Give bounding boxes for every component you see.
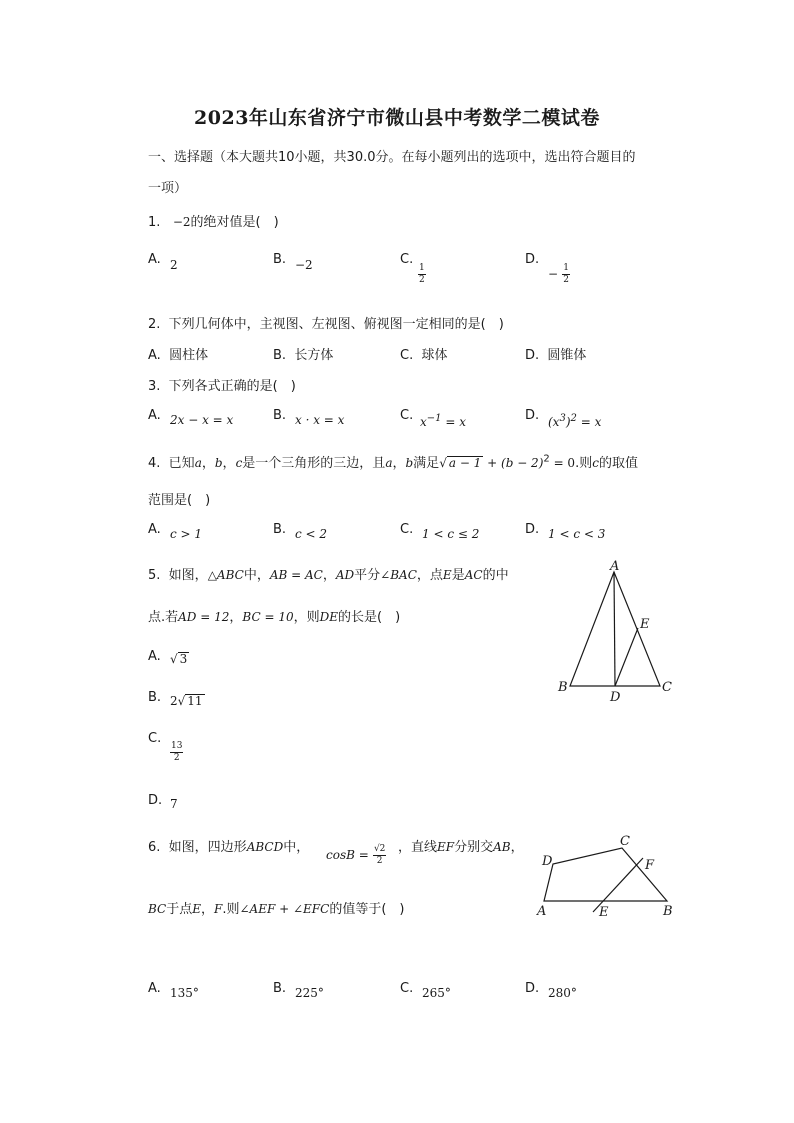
option-b[interactable]: B.	[148, 690, 162, 705]
option-b-value: 225°	[295, 986, 324, 1000]
option-c-value	[418, 264, 426, 285]
option-c-value: 265°	[422, 986, 451, 1000]
option-letter: D.	[525, 252, 540, 267]
option-c-value: $x^{-1} = x$	[420, 413, 466, 429]
triangle-figure	[550, 560, 680, 710]
cosine-expression: cosB = $\frac{√2}{2}$	[326, 844, 386, 866]
option-d[interactable]	[525, 252, 539, 267]
question-number: 4.	[148, 456, 161, 471]
question-number: 1.	[148, 215, 161, 230]
option-d[interactable]: D.	[525, 522, 540, 537]
option-letter: C.	[400, 252, 414, 267]
option-a[interactable]: A.	[148, 649, 161, 664]
section-heading-line1: 一、选择题（本大题共10小题，共30.0分。在每小题列出的选项中，选出符合题目的	[148, 150, 636, 165]
option-a-value: 2	[170, 258, 178, 272]
vertex-label-d: D	[542, 854, 553, 869]
point-label-e: E	[599, 905, 609, 920]
option-letter: B.	[273, 252, 287, 267]
option-d[interactable]: D.	[525, 408, 540, 423]
option-b[interactable]: B.	[273, 408, 287, 423]
line-ef	[593, 858, 643, 912]
option-c[interactable]: C.	[400, 981, 414, 996]
point-label-f: F	[645, 858, 655, 873]
question-5-stem-line2: 点.若AD = 12，BC = 10，则DE的长是( )	[148, 610, 401, 625]
option-value: 圆柱体	[169, 348, 209, 363]
option-value: 球体	[421, 348, 448, 363]
question-5-stem-line1: 5. 如图，△ABC中，AB = AC，AD平分∠BAC，点E是AC的中	[148, 568, 509, 583]
question-text: 下列几何体中，主视图、左视图、俯视图一定相同的是( )	[168, 317, 504, 332]
question-number: 5.	[148, 568, 161, 583]
question-text: 下列各式正确的是( )	[168, 379, 296, 394]
option-b-value: −2	[295, 258, 313, 272]
option-b-value: x · x = x	[295, 413, 345, 427]
option-b[interactable]: B.	[273, 522, 287, 537]
quadrilateral-figure	[535, 828, 685, 920]
option-d-value: 1 < c < 3	[548, 527, 606, 541]
fraction: $\frac{1}{2}$	[563, 263, 569, 285]
page-title: 2023年山东省济宁市微山县中考数学二模试卷	[194, 107, 600, 129]
option-b[interactable]	[273, 252, 286, 267]
question-3-stem	[148, 375, 296, 394]
question-number: 6.	[148, 840, 161, 855]
question-6-stem-line1: 6. 如图，四边形ABCD中，	[148, 840, 310, 855]
option-d-value: 7	[170, 797, 178, 811]
option-c[interactable]: C.	[400, 408, 414, 423]
option-a-value: 2x − x = x	[170, 413, 234, 427]
option-a-value: 135°	[170, 986, 199, 1000]
option-a-value: √ 3	[170, 652, 188, 666]
question-text: 的绝对值是( )	[190, 215, 279, 230]
option-d[interactable]: D. 圆锥体	[525, 348, 587, 363]
option-b[interactable]: B.	[273, 981, 287, 996]
option-b-value: c < 2	[295, 527, 328, 541]
question-number: 2.	[148, 317, 161, 332]
option-c[interactable]: C.	[400, 522, 414, 537]
question-6-stem-line2: BC于点E，F.则∠AEF + ∠EFC的值等于( )	[148, 902, 405, 917]
vertex-label-b: B	[558, 680, 568, 695]
question-1-stem	[148, 211, 279, 230]
option-b[interactable]: B. 长方体	[273, 348, 334, 363]
option-a[interactable]: A.	[148, 981, 161, 996]
fraction: $\frac{13}{2}$	[171, 741, 183, 763]
option-a[interactable]: A.	[148, 522, 161, 537]
option-a[interactable]: A.	[148, 408, 161, 423]
vertex-label-c: C	[620, 834, 630, 849]
point-label-e: E	[640, 617, 650, 632]
vertex-label-a: A	[610, 560, 620, 574]
option-c-value	[170, 742, 183, 763]
segment-de	[615, 628, 638, 686]
option-value: 圆锥体	[547, 348, 587, 363]
question-4-stem-line2: 范围是( )	[148, 493, 211, 508]
vertex-label-c: C	[662, 680, 672, 695]
option-d-value: $(x^3)^2 = x$	[548, 413, 602, 429]
option-a-value: c > 1	[170, 527, 203, 541]
option-d[interactable]: D.	[525, 981, 540, 996]
option-a[interactable]	[148, 252, 161, 267]
question-4-stem-line1: 4. 已知a，b，c是一个三角形的三边，且a，b满足√ $a - 1 + (b - 2)^2 = 0$.则c的取值	[148, 453, 638, 471]
vertex-label-a: A	[537, 904, 547, 919]
option-b-value: 2√ 11	[170, 694, 203, 708]
option-d-value: 280°	[548, 986, 577, 1000]
quadrilateral-abcd	[544, 848, 667, 901]
option-d[interactable]: D.	[148, 793, 163, 808]
option-a[interactable]: A. 圆柱体	[148, 348, 209, 363]
option-letter: A.	[148, 252, 161, 267]
option-value: 长方体	[294, 348, 334, 363]
math-expression: −2	[172, 215, 191, 229]
option-c-value: 1 < c ≤ 2	[422, 527, 480, 541]
option-c[interactable]: C. 球体	[400, 348, 448, 363]
radical: a − 1	[448, 456, 482, 470]
segment-ad	[614, 572, 615, 686]
fraction: $\frac{1}{2}$	[419, 263, 425, 285]
option-c[interactable]	[400, 252, 413, 267]
question-number: 3.	[148, 379, 161, 394]
point-label-d: D	[610, 690, 621, 705]
vertex-label-b: B	[663, 904, 673, 919]
question-6-stem-line1-tail: ，直线EF分别交AB，	[398, 840, 524, 855]
question-2-stem	[148, 313, 504, 332]
fraction: $\frac{√2}{2}$	[373, 844, 386, 866]
option-d-value: − $\frac{1}{2}$	[548, 263, 569, 285]
option-c[interactable]: C.	[148, 731, 162, 746]
section-heading-line2: 一项）	[148, 181, 188, 196]
